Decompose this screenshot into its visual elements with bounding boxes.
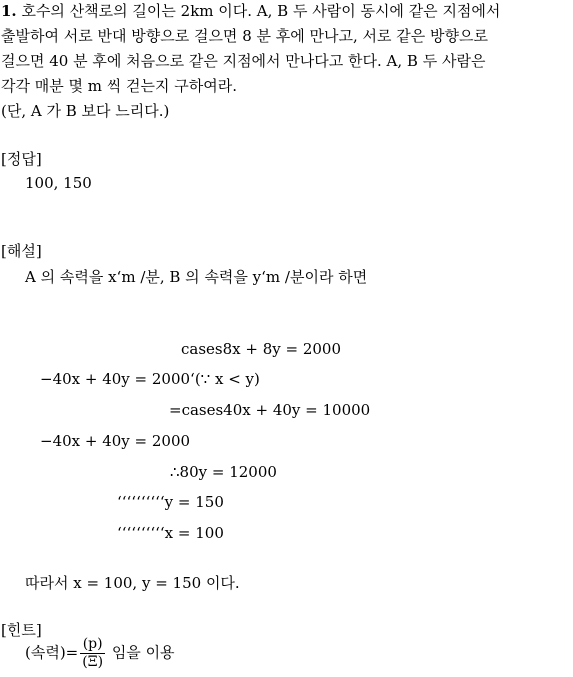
hint-numerator: (p): [80, 636, 105, 654]
problem-line-2: 출발하여 서로 반대 방향으로 걸으면 8 분 후에 만나고, 서로 같은 방향으로: [1, 27, 488, 45]
explanation-conclusion: 따라서 x = 100, y = 150 이다.: [25, 574, 240, 592]
hint-denominator: (Ξ): [82, 654, 104, 670]
math-line-1: cases8x + 8y = 2000: [181, 340, 342, 358]
hint-line: [25, 636, 175, 671]
hint-suffix: 임을 이용: [107, 643, 175, 662]
problem-line-1: 1. 호수의 산책로의 길이는 2km 이다. A, B 두 사람이 동시에 같은 지점에서: [1, 2, 501, 20]
explanation-heading: [해설]: [1, 242, 42, 260]
hint-heading: [힌트]: [1, 621, 42, 639]
problem-line-3: 걸으면 40 분 후에 처음으로 같은 지점에서 만나다고 한다. A, B 두 사람은: [1, 52, 486, 70]
problem-line-4: 각각 매분 몇 m 씩 걷는지 구하여라.: [1, 77, 237, 95]
math-line-5: ∴80y = 12000: [170, 463, 277, 481]
hint-fraction: [80, 636, 105, 671]
problem-line-5: (단, A 가 B 보다 느리다.): [1, 102, 170, 120]
answer-value: 100, 150: [25, 174, 92, 192]
problem-number: 1.: [1, 2, 17, 20]
math-line-6: ‘‘‘‘‘‘‘‘‘‘y = 150: [117, 493, 224, 511]
math-line-4: −40x + 40y = 2000: [40, 432, 191, 450]
answer-heading: [정답]: [1, 150, 42, 168]
math-line-7: ‘‘‘‘‘‘‘‘‘‘x = 100: [117, 524, 224, 542]
explanation-intro: A 의 속력을 x‘m /분, B 의 속력을 y‘m /분이라 하면: [25, 268, 368, 286]
hint-prefix: (속력)=: [25, 643, 79, 662]
math-line-2: −40x + 40y = 2000‘(∵ x < y): [40, 370, 260, 388]
math-line-3: =cases40x + 40y = 10000: [169, 401, 371, 419]
